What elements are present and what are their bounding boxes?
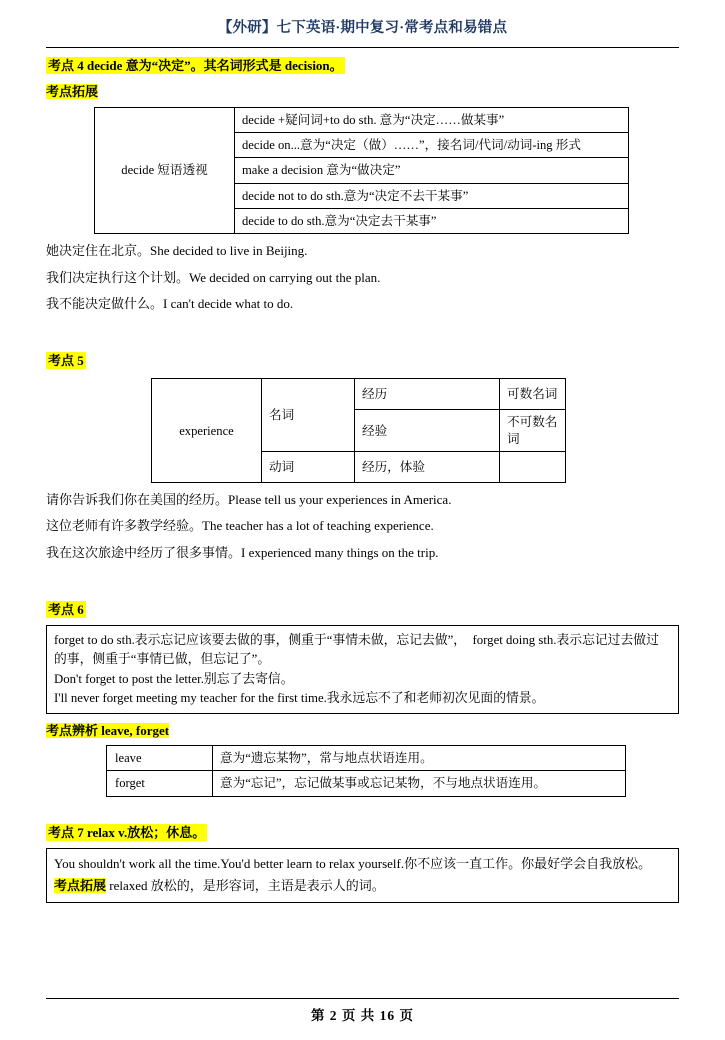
- keypoint-4-heading-text: 考点 4 decide 意为“决定”。其名词形式是 decision。: [48, 58, 343, 73]
- page-number: 第 2 页 共 16 页: [310, 1008, 415, 1023]
- experience-table: [151, 378, 566, 483]
- keypoint-6-compare-label-text: 考点辨析 leave, forget: [46, 723, 170, 739]
- keypoint-4-example-2: 我们决定执行这个计划。We decided on carrying out the plan.: [46, 269, 381, 285]
- experience-pos-noun: 名词: [262, 379, 355, 452]
- footer-divider: [46, 998, 679, 999]
- spacer: [46, 797, 679, 815]
- leave-meaning: 意为“遗忘某物”，常与地点状语连用。: [213, 746, 626, 771]
- keypoint-5-heading: [46, 352, 679, 370]
- experience-note-3: [500, 452, 566, 483]
- decide-phrase-4: decide not to do sth.意为“决定不去干某事”: [235, 183, 629, 208]
- forget-usage-line-3: I'll never forget meeting my teacher for the first time.我永远忘不了和老师初次见面的情景。: [54, 690, 545, 705]
- document-page: [0, 16, 725, 1040]
- keypoint-6-heading: [46, 601, 679, 619]
- table-row: [107, 746, 626, 771]
- decide-phrase-2: decide on...意为“决定（做）……”，接名词/代词/动词-ing 形式: [235, 132, 629, 157]
- keypoint-5-example-1: 请你告诉我们你在美国的经历。Please tell us your experiences in America.: [46, 492, 452, 508]
- experience-meaning-1: 经历: [355, 379, 500, 410]
- relax-box: [46, 848, 679, 902]
- keypoint-5-example-3: 我在这次旅途中经历了很多事情。I experienced many things on the trip.: [46, 544, 439, 560]
- leave-forget-table: [106, 745, 626, 797]
- decide-phrases-table: [94, 107, 629, 235]
- keypoint-4-expand-label: [46, 81, 679, 100]
- relax-example-text: You shouldn't work all the time.You'd better learn to relax yourself.你不应该一直工作。你最好学会自我放松。: [54, 856, 652, 872]
- decide-table-row-label: decide 短语透视: [95, 107, 235, 234]
- experience-note-2: 不可数名词: [500, 410, 566, 452]
- keypoint-7-heading-text: 考点 7 relax v.放松；休息。: [48, 824, 206, 840]
- keypoint-7-expand-label: 考点拓展: [54, 878, 107, 894]
- keypoint-7-expand-text: relaxed 放松的，是形容词，主语是表示人的词。: [109, 878, 385, 894]
- spacer: [46, 562, 679, 592]
- experience-meaning-2: 经验: [355, 410, 500, 452]
- decide-phrase-1: decide +疑问词+to do sth. 意为“决定……做某事”: [235, 107, 629, 132]
- experience-word: experience: [152, 379, 262, 483]
- spacer: [46, 313, 679, 343]
- page-title: 【外研】七下英语·期中复习·常考点和易错点: [217, 20, 508, 36]
- relax-expand-row: [54, 876, 671, 896]
- decide-phrase-5: decide to do sth.意为“决定去干某事”: [235, 208, 629, 233]
- forget-usage-box: [46, 625, 679, 714]
- keypoint-5-heading-text: 考点 5: [48, 352, 84, 368]
- decide-phrase-3: make a decision 意为“做决定”: [235, 158, 629, 183]
- forget-word: forget: [107, 771, 213, 796]
- forget-usage-line-2: Don't forget to post the letter.别忘了去寄信。: [54, 671, 294, 686]
- experience-pos-verb: 动词: [262, 452, 355, 483]
- experience-meaning-3: 经历，体验: [355, 452, 500, 483]
- table-row: [107, 771, 626, 796]
- header-divider: [46, 47, 679, 48]
- keypoint-4-example-1: 她决定住在北京。She decided to live in Beijing.: [46, 243, 308, 259]
- table-row: [95, 107, 629, 132]
- keypoint-5-example-2: 这位老师有许多教学经验。The teacher has a lot of teaching experience.: [46, 518, 434, 534]
- keypoint-6-heading-text: 考点 6: [48, 601, 84, 617]
- forget-usage-line-1: forget to do sth.表示忘记应该要去做的事，侧重于“事情未做，忘记去做”， forget doing sth.表示忘记过去做过的事，侧重于“事情已做，但忘记了”。: [54, 633, 659, 667]
- keypoint-4-expand-label-text: 考点拓展: [46, 83, 99, 99]
- leave-word: leave: [107, 746, 213, 771]
- keypoint-4-heading: [46, 57, 679, 75]
- page-footer: [0, 998, 725, 1024]
- keypoint-7-heading: [46, 824, 679, 842]
- table-row: [152, 379, 566, 410]
- forget-meaning: 意为“忘记”，忘记做某事或忘记某物，不与地点状语连用。: [213, 771, 626, 796]
- keypoint-4-example-3: 我不能决定做什么。I can't decide what to do.: [46, 295, 294, 311]
- experience-note-1: 可数名词: [500, 379, 566, 410]
- keypoint-6-compare-label: [46, 720, 679, 739]
